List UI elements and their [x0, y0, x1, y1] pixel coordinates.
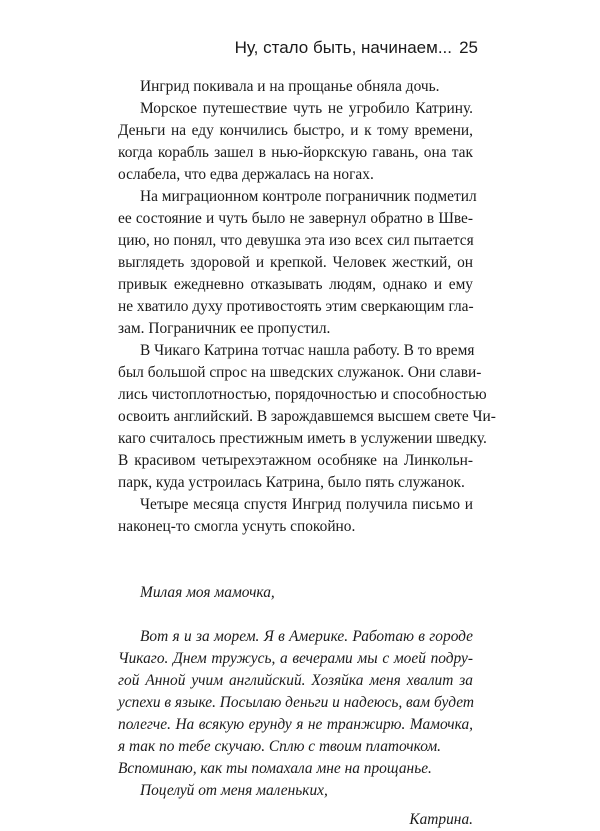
letter-line: Чикаго. Днем тружусь, а вечерами мы с моей подру-: [118, 650, 473, 667]
letter-line: я так по тебе скучаю. Сплю с твоим платочком.: [118, 738, 442, 755]
text-line: парк, куда устроилась Катрина, было пять служанок.: [118, 474, 465, 491]
text-line: зам. Пограничник ее пропустил.: [118, 320, 331, 337]
text-line: не хватило духу противостоять этим сверкающим гла-: [118, 298, 474, 315]
letter-line: Вспоминаю, как ты помахала мне на прощанье.: [118, 760, 432, 777]
text-line: Четыре месяца спустя Ингрид получила письмо и: [140, 496, 473, 513]
text-line: Деньги на еду кончились быстро, и к тому времени,: [118, 122, 473, 139]
letter-closing: Поцелуй от меня маленьких,: [140, 782, 328, 799]
text-line: выглядеть здоровой и крепкой. Человек жесткий, он: [118, 254, 473, 271]
letter-line: успехи в языке. Посылаю деньги и надеюсь, вам будет: [118, 694, 474, 711]
running-title: Ну, стало быть, начинаем...: [234, 38, 452, 57]
letter-line: Вот я и за морем. Я в Америке. Работаю в городе: [140, 628, 473, 645]
text-line: цию, но понял, что девушка эта изо всех сил пытается: [118, 232, 474, 249]
paragraph: [118, 98, 473, 186]
letter-salutation: Милая моя мамочка,: [140, 584, 275, 601]
text-line: В красивом четырехэтажном особняке на Линкольн-: [118, 452, 473, 469]
text-line: Ингрид покивала и на прощанье обняла дочь.: [140, 78, 440, 95]
paragraph: [118, 340, 496, 494]
paragraph: [118, 494, 473, 538]
text-line: Морское путешествие чуть не угробило Катрину.: [140, 100, 473, 117]
page-number: 25: [459, 38, 478, 57]
text-line: каго считалось престижным иметь в услужении шведку.: [118, 430, 487, 447]
paragraph: [118, 186, 477, 340]
text-line: лись чистоплотностью, порядочностью и способностью: [118, 386, 487, 403]
letter-line: полегче. На всякую ерунду я не транжирю. Мамочка,: [118, 716, 473, 733]
text-line: ее состояние и чуть было не завернул обратно в Шве-: [118, 210, 473, 227]
body-text: [118, 76, 496, 831]
letter-signature: Катрина.: [409, 811, 473, 828]
text-line: наконец-то смогла уснуть спокойно.: [118, 518, 356, 535]
paragraph: [118, 76, 473, 98]
text-line: В Чикаго Катрина тотчас нашла работу. В то время: [140, 342, 475, 359]
text-line: освоить английский. В зарождавшемся высшем свете Чи-: [118, 408, 496, 425]
letter-line: гой Анной учим английский. Хозяйка меня хвалит за: [118, 672, 473, 689]
text-line: когда корабль зашел в нью-йоркскую гавань, она так: [118, 144, 473, 161]
text-line: На миграционном контроле пограничник подметил: [140, 188, 477, 205]
running-header: [0, 38, 600, 62]
letter: [118, 582, 473, 831]
text-line: ослабела, что едва держалась на ногах.: [118, 166, 374, 183]
text-line: был большой спрос на шведских служанок. Они слави-: [118, 364, 482, 381]
text-line: привык ежедневно отказывать людям, однако и ему: [118, 276, 473, 293]
